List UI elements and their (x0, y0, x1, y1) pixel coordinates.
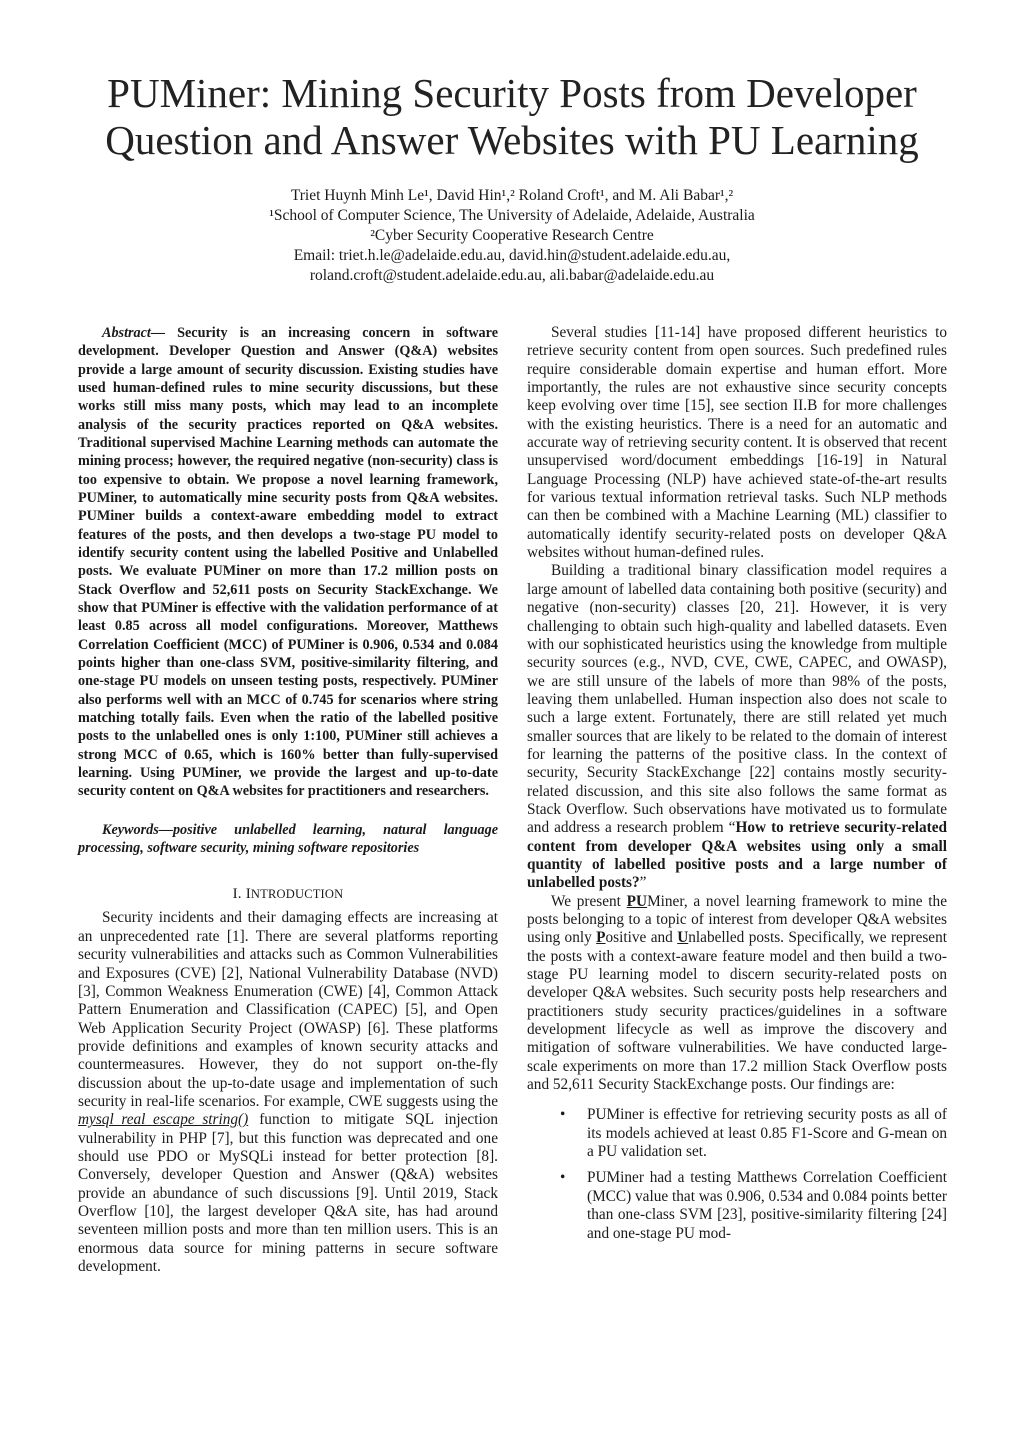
p2-text-a: Building a traditional binary classification model requires a large amount of labelled data containing both positive (security) and negative (non-security) classes [20, 21]. However, it is very challenging to obtain such high-quality and labelled datasets. Even with our sophisticated heuristics using the knowledge from multiple security sources (e.g., NVD, CVE, CWE, CAPEC, and OWASP), we are still unsure of the labels of more than 98% of the posts, leaving them unlabelled. Human inspection also does not scale to such a large extent. Fortunately, there are still related yet much smaller sources that are likely to be related to the domain of interest for learning the patterns of the positive class. In the context of security, Security StackExchange [22] contains mostly security-related discussion, and this site also follows the same format as Stack Overflow. Such observations have motivated us to formulate and address a research problem “ (527, 562, 947, 837)
list-item (527, 1169, 947, 1242)
section-heading-introduction (78, 885, 498, 903)
left-column (78, 324, 498, 1276)
author-block (60, 186, 964, 286)
section-number: I. (232, 886, 242, 903)
email-line-1: Email: triet.h.le@adelaide.edu.au, david.hin@student.adelaide.edu.au, (293, 247, 731, 264)
p-emphasis: P (596, 929, 606, 947)
research-question: How to retrieve security-related content from developer Q&A websites using only a small quantity of labelled positive posts and a large number of unlabelled posts? (527, 819, 947, 892)
bullet-icon: • (560, 1106, 566, 1124)
paper-title: PUMiner: Mining Security Posts from Developer Question and Answer Websites with PU Learning (105, 70, 919, 163)
right-paragraph-1: Several studies [11-14] have proposed different heuristics to retrieve security content from open sources. Such predefined rules require considerable domain expertise and human effort. More importantly, the rules are not exhaustive since security concepts keep evolving over time [15], see section II.B for more challenges with the existing heuristics. There is a need for an automatic and accurate way of retrieving security content. It is observed that recent unsupervised word/document embeddings [16-19] in Natural Language Processing (NLP) have achieved state-of-the-art results for various textual information retrieval tasks. Such NLP methods can then be combined with a Machine Learning (ML) classifier to automatically identify security-related posts on developer Q&A websites without human-defined rules. (527, 324, 947, 562)
abstract-label: Abstract— (102, 325, 166, 341)
code-function-name: mysql_real_escape_string() (78, 1111, 249, 1129)
author-names: Triet Huynh Minh Le¹, David Hin¹,² Roland Croft¹, and M. Ali Babar¹,² (290, 187, 734, 204)
p3-text-3: ositive and (605, 929, 678, 947)
section-title-rest: NTRODUCTION (250, 887, 344, 902)
right-column (527, 324, 947, 1251)
keywords: Keywords—positive unlabelled learning, natural language processing, software security, mining software repositories (78, 821, 498, 856)
p3-text-2: Miner, a novel learning framework to mine the posts belonging to a topic of interest from developer Q&A websites using only (527, 892, 947, 947)
list-item-text: PUMiner is effective for retrieving security posts as all of its models achieved at least 0.85 F1-Score and G-mean on a PU validation set. (587, 1106, 947, 1161)
p3-text-4: nlabelled posts. Specifically, we represent the posts with a context-aware feature model and then build a two-stage PU learning model to discern security-related posts on developer Q&A websites. Such security posts help researchers and practitioners study security practices/guidelines in a software development lifecycle as well as improve the discovery and mitigation of software vulnerabilities. We have conducted large-scale experiments on more than 17.2 million Stack Overflow posts and 52,611 Security StackExchange posts. Our findings are: (527, 929, 947, 1094)
p3-text-1: We present (551, 892, 627, 910)
abstract-text: Security is an increasing concern in software development. Developer Question and Answer (Q&A) websites provide a large amount of security discussion. Existing studies have used human-defined rules to mine security discussions, but these works still miss many posts, which may lead to an incomplete analysis of the security practices reported on Q&A websites. Traditional supervised Machine Learning methods can automate the mining process; however, the required negative (non-security) class is too expensive to obtain. We propose a novel learning framework, PUMiner, to automatically mine security posts from Q&A websites. PUMiner builds a context-aware embedding model to extract features of the posts, and then develops a two-stage PU model to identify security content using the labelled Positive and Unlabelled posts. We evaluate PUMiner on more than 17.2 million posts on Stack Overflow and 52,611 posts on Security StackExchange. We show that PUMiner is effective with the validation performance of at least 0.85 across all model configurations. Moreover, Matthews Correlation Coefficient (MCC) of PUMiner is 0.906, 0.534 and 0.084 points higher than one-class SVM, positive-similarity filtering, and one-stage PU models on unseen testing posts, respectively. PUMiner also performs well with an MCC of 0.745 for scenarios where string matching totally fails. Even when the ratio of the labelled positive posts to the unlabelled ones is only 1:100, PUMiner still achieves a strong MCC of 0.65, which is 160% better than fully-supervised learning. Using PUMiner, we provide the largest and up-to-date security content on Q&A websites for practitioners and researchers. (78, 325, 498, 800)
abstract (78, 324, 498, 801)
pu-emphasis: PU (626, 892, 648, 910)
u-emphasis: U (677, 929, 689, 947)
list-item-text: PUMiner had a testing Matthews Correlation Coefficient (MCC) value that was 0.906, 0.534 and 0.084 points better than one-class SVM [23], positive-similarity filtering [24] and one-stage PU mod- (587, 1169, 947, 1242)
intro-text-a: Security incidents and their damaging effects are increasing at an unprecedented rate [1]. There are several platforms reporting security vulnerabilities and attacks such as Common Vulnerabilities and Exposures (CVE) [2], National Vulnerability Database (NVD) [3], Common Weakness Enumeration (CWE) [4], Common Attack Pattern Enumeration and Classification (CAPEC) [5], and Open Web Application Security Project (OWASP) [6]. These platforms provide definitions and examples of known security attacks and countermeasures. However, they do not support on-the-fly discussion about the up-to-date usage and implementation of such security in real-life scenarios. For example, CWE suggests using the (78, 909, 498, 1110)
affiliation-1: ¹School of Computer Science, The University of Adelaide, Adelaide, Australia (269, 207, 755, 224)
intro-text-b: function to mitigate SQL injection vulnerability in PHP [7], but this function was deprecated and one should use PDO or MySQLi instead for better protection [8]. Conversely, developer Question and Answer (Q&A) websites provide an abundance of such discussions [9]. Until 2019, Stack Overflow [10], the largest developer Q&A site, has had around seventeen million posts and more than ten million users. This is an enormous data source for mining patterns in secure software development. (78, 1111, 498, 1275)
list-item (527, 1106, 947, 1161)
email-line-2: roland.croft@student.adelaide.edu.au, ali.babar@adelaide.edu.au (309, 267, 715, 284)
p2-text-b: ” (639, 874, 647, 892)
findings-list (527, 1106, 947, 1242)
bullet-icon: • (560, 1169, 566, 1187)
intro-paragraph-1 (78, 909, 498, 1276)
right-paragraph-3 (527, 893, 947, 1095)
right-paragraph-2 (527, 562, 947, 892)
affiliation-2: ²Cyber Security Cooperative Research Centre (370, 227, 654, 244)
section-title-initial: I (245, 886, 251, 903)
